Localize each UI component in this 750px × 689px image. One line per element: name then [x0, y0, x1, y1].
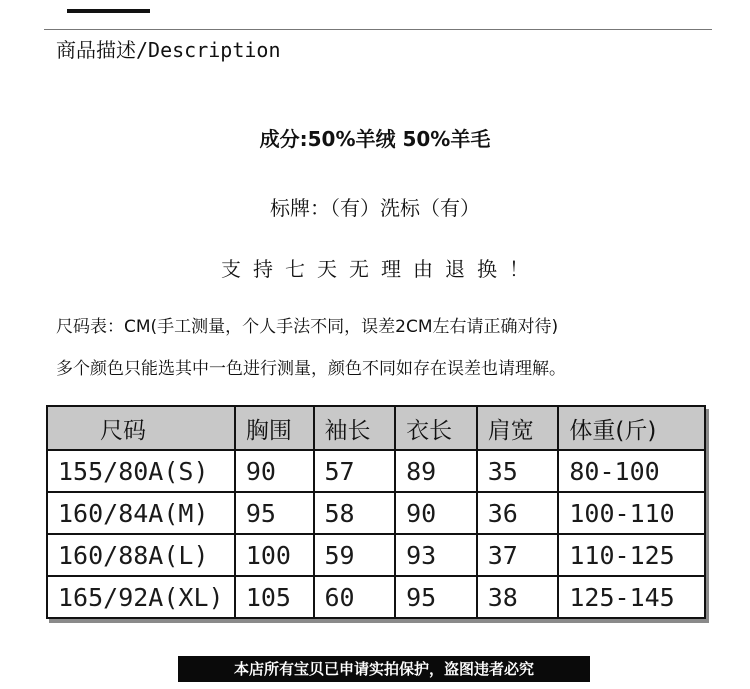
- labels-text: 标牌：（有）洗标（有）: [270, 196, 480, 220]
- table-row: [47, 576, 705, 618]
- table-cell: 89: [395, 450, 477, 492]
- table-cell: 36: [477, 492, 559, 534]
- column-header: 肩宽: [477, 406, 559, 450]
- table-cell: 160/84A(M): [47, 492, 235, 534]
- composition-text: 成分:50%羊绒 50%羊毛: [259, 127, 491, 151]
- table-cell: 59: [314, 534, 396, 576]
- measurement-note: 尺码表：CM(手工测量，个人手法不同，误差2CM左右请正确对待): [56, 317, 559, 337]
- section-title: 商品描述/Description: [56, 38, 281, 62]
- table-cell: 160/88A(L): [47, 534, 235, 576]
- table-cell: 95: [235, 492, 314, 534]
- table-cell: 80-100: [558, 450, 705, 492]
- table-cell: 90: [395, 492, 477, 534]
- table-cell: 57: [314, 450, 396, 492]
- table-row: [47, 534, 705, 576]
- table-cell: 110-125: [558, 534, 705, 576]
- table-row: [47, 492, 705, 534]
- table-cell: 100: [235, 534, 314, 576]
- table-cell: 100-110: [558, 492, 705, 534]
- table-cell: 93: [395, 534, 477, 576]
- table-cell: 125-145: [558, 576, 705, 618]
- table-cell: 37: [477, 534, 559, 576]
- table-cell: 95: [395, 576, 477, 618]
- table-cell: 105: [235, 576, 314, 618]
- table-cell: 58: [314, 492, 396, 534]
- header-divider: [44, 29, 712, 30]
- table-cell: 35: [477, 450, 559, 492]
- copyright-notice-banner: 本店所有宝贝已申请实拍保护，盗图违者必究: [178, 656, 590, 682]
- top-accent-bar: [67, 9, 150, 13]
- color-note: 多个颜色只能选其中一色进行测量，颜色不同如存在误差也请理解。: [56, 359, 566, 379]
- column-header: 胸围: [235, 406, 314, 450]
- table-cell: 165/92A(XL): [47, 576, 235, 618]
- column-header: 袖长: [314, 406, 396, 450]
- table-cell: 90: [235, 450, 314, 492]
- table-header-row: [47, 406, 705, 450]
- column-header: 尺码: [47, 406, 235, 450]
- column-header: 体重(斤): [558, 406, 705, 450]
- returns-policy-text: 支持七天无理由退换！: [221, 257, 541, 281]
- table-row: [47, 450, 705, 492]
- table-cell: 60: [314, 576, 396, 618]
- table-cell: 38: [477, 576, 559, 618]
- table-cell: 155/80A(S): [47, 450, 235, 492]
- size-table: [46, 405, 706, 619]
- column-header: 衣长: [395, 406, 477, 450]
